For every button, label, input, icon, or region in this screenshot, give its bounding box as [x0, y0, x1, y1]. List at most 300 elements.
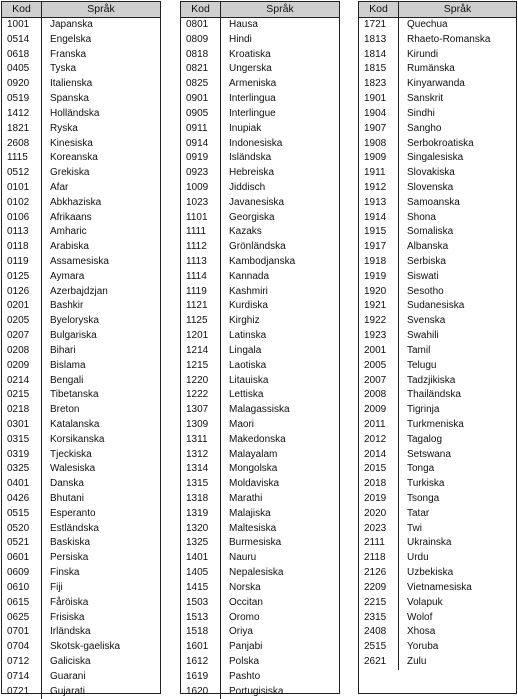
table-row	[359, 270, 516, 285]
table-row	[359, 418, 516, 433]
language-name-cell: Tjeckiska	[50, 448, 92, 460]
language-name-cell: Bashkir	[50, 300, 84, 312]
language-code-cell: 1918	[364, 256, 387, 267]
language-code-cell: 0625	[7, 611, 30, 623]
language-code-cell: 2015	[364, 463, 387, 475]
language-name-cell: Holländska	[50, 107, 100, 119]
language-name-cell: Albanska	[407, 241, 449, 253]
table-row	[359, 344, 516, 359]
language-code-cell: 2608	[7, 137, 30, 149]
language-code-cell: 1112	[186, 241, 207, 253]
language-code-cell: 2011	[364, 418, 386, 430]
language-code-cell: 2009	[364, 404, 387, 416]
language-name-cell: Somaliska	[407, 226, 454, 238]
language-code-cell: 0514	[7, 33, 30, 45]
table-row	[359, 655, 516, 670]
table-row	[359, 433, 516, 448]
language-name-cell: Indonesiska	[229, 137, 283, 149]
language-name-cell: Bulgariska	[50, 330, 97, 342]
language-code-cell: 1311	[186, 433, 208, 445]
language-code-cell: 1113	[186, 256, 207, 267]
language-code-table-3	[358, 1, 517, 694]
language-code-cell: 0208	[7, 344, 30, 356]
table-row	[2, 611, 160, 626]
table-row	[181, 403, 339, 418]
table-row	[2, 211, 160, 226]
language-name-cell: Sindhi	[407, 107, 435, 119]
language-code-cell: 2012	[364, 433, 387, 445]
language-code-cell: 0818	[186, 48, 209, 60]
language-code-cell: 1907	[364, 122, 387, 134]
language-name-cell: Tatar	[407, 507, 430, 519]
table-row	[181, 418, 339, 433]
language-code-cell: 0801	[186, 19, 209, 30]
table-row	[359, 329, 516, 344]
table-row	[2, 107, 160, 122]
table-row	[181, 477, 339, 492]
table-row	[181, 151, 339, 166]
table-row	[181, 581, 339, 596]
table-row	[359, 299, 516, 314]
language-column-header: Språk	[443, 3, 472, 15]
table-body	[2, 18, 160, 699]
language-name-cell: Kashmiri	[229, 285, 268, 297]
language-name-cell: Koreanska	[50, 152, 98, 164]
language-name-cell: Abkhaziska	[50, 196, 102, 208]
language-name-cell: Korsikanska	[50, 433, 105, 445]
language-name-cell: Swahili	[407, 330, 439, 342]
language-name-cell: Afar	[50, 181, 69, 193]
language-code-cell: 0426	[7, 493, 30, 504]
language-name-cell: Serbiska	[407, 256, 446, 267]
language-code-cell: 1923	[364, 330, 387, 342]
language-name-cell: Tsonga	[407, 493, 440, 504]
language-name-cell: Thailändska	[407, 389, 461, 401]
language-code-cell: 2215	[364, 596, 387, 608]
code-column-header: Kod	[181, 2, 221, 17]
language-name-cell: Burmesiska	[229, 537, 282, 549]
table-row	[2, 655, 160, 670]
language-code-table-1	[1, 1, 161, 697]
table-row	[359, 285, 516, 300]
table-row	[359, 166, 516, 181]
table-row	[2, 137, 160, 152]
language-code-cell: 1503	[186, 596, 209, 608]
table-row	[181, 62, 339, 77]
language-code-cell: 2621	[364, 655, 387, 667]
language-name-cell: Franska	[50, 48, 87, 60]
language-name-cell: Sudanesiska	[407, 300, 465, 312]
table-row	[181, 566, 339, 581]
table-row	[2, 329, 160, 344]
language-code-cell: 2005	[364, 359, 387, 371]
table-row	[359, 196, 516, 211]
language-name-cell: Shona	[407, 211, 436, 223]
language-code-cell: 1111	[186, 226, 207, 238]
table-row	[2, 344, 160, 359]
table-row	[2, 388, 160, 403]
language-name-cell: Armeniska	[229, 78, 277, 90]
table-body	[359, 18, 516, 670]
language-name-cell: Oromo	[229, 611, 260, 623]
language-code-cell: 0405	[7, 63, 30, 75]
table-row	[181, 536, 339, 551]
table-row	[359, 403, 516, 418]
language-column-header: Språk	[266, 3, 294, 15]
language-name-cell: Hebreiska	[229, 167, 275, 179]
language-code-table-2	[180, 1, 340, 697]
table-row	[359, 596, 516, 611]
language-name-cell: Turkmeniska	[407, 418, 464, 430]
language-code-cell: 1913	[364, 196, 387, 208]
table-row	[181, 507, 339, 522]
language-code-cell: 1904	[364, 107, 387, 119]
language-name-cell: Quechua	[407, 19, 448, 30]
language-name-cell: Byeloryska	[50, 315, 99, 327]
language-name-cell: Nepalesiska	[229, 567, 284, 579]
table-row	[181, 670, 339, 685]
table-row	[2, 418, 160, 433]
language-name-cell: Spanska	[50, 93, 89, 105]
language-code-cell: 2014	[364, 448, 387, 460]
language-name-cell: Urdu	[407, 552, 429, 564]
language-name-cell: Rumänska	[407, 63, 455, 75]
language-name-cell: Hindi	[229, 33, 252, 45]
table-row	[359, 462, 516, 477]
language-code-cell: 0714	[7, 670, 30, 682]
language-name-cell: Engelska	[50, 33, 92, 45]
table-row	[359, 314, 516, 329]
language-code-cell: 2315	[364, 611, 387, 623]
language-name-cell: Uzbekiska	[407, 567, 454, 579]
table-row	[181, 492, 339, 507]
table-row	[359, 107, 516, 122]
language-name-cell: Vietnamesiska	[407, 581, 472, 593]
language-code-cell: 1412	[7, 107, 30, 119]
table-row	[181, 107, 339, 122]
language-code-cell: 1215	[186, 359, 209, 371]
table-row	[359, 625, 516, 640]
language-name-cell: Malagassiska	[229, 404, 290, 416]
language-code-cell: 1821	[7, 122, 30, 134]
table-row	[2, 492, 160, 507]
table-header	[181, 2, 339, 18]
table-row	[359, 77, 516, 92]
table-row	[2, 299, 160, 314]
table-row	[181, 329, 339, 344]
language-name-cell: Fåröiska	[50, 596, 89, 608]
table-row	[181, 374, 339, 389]
language-name-cell: Oriya	[229, 626, 253, 638]
language-code-cell: 0325	[7, 463, 30, 475]
table-row	[2, 374, 160, 389]
language-name-cell: Mongolska	[229, 463, 278, 475]
language-code-cell: 0712	[7, 655, 30, 667]
language-name-cell: Laotiska	[229, 359, 267, 371]
language-code-cell: 1917	[364, 241, 387, 253]
table-row	[359, 151, 516, 166]
language-name-cell: Moldaviska	[229, 478, 280, 490]
table-row	[359, 566, 516, 581]
table-row	[181, 285, 339, 300]
language-code-cell: 0319	[7, 448, 30, 460]
table-row	[359, 551, 516, 566]
language-code-cell: 0125	[7, 270, 30, 282]
language-name-cell: Lingala	[229, 344, 262, 356]
language-code-cell: 0113	[7, 226, 29, 238]
table-row	[181, 388, 339, 403]
table-row	[359, 522, 516, 537]
language-code-cell: 0610	[7, 581, 30, 593]
language-code-cell: 0207	[7, 330, 30, 342]
table-row	[181, 611, 339, 626]
language-name-cell: Pashto	[229, 670, 261, 682]
table-row	[2, 314, 160, 329]
language-code-cell: 0920	[7, 78, 30, 90]
language-name-cell: Volapuk	[407, 596, 443, 608]
language-code-cell: 0102	[7, 196, 30, 208]
language-code-cell: 1922	[364, 315, 387, 327]
language-name-cell: Serbokroatiska	[407, 137, 474, 149]
language-code-cell: 1612	[186, 655, 209, 667]
table-row	[181, 551, 339, 566]
language-code-cell: 1312	[186, 448, 209, 460]
language-name-cell: Kurdiska	[229, 300, 268, 312]
table-row	[359, 492, 516, 507]
language-code-cell: 1001	[7, 19, 30, 30]
language-code-cell: 0301	[7, 418, 30, 430]
table-row	[181, 18, 339, 33]
table-row	[181, 625, 339, 640]
language-code-cell: 2515	[364, 641, 387, 653]
language-name-cell: Singalesiska	[407, 152, 464, 164]
language-name-cell: Tonga	[407, 463, 435, 475]
language-code-cell: 2018	[364, 478, 387, 490]
language-code-cell: 0911	[186, 122, 208, 134]
language-name-cell: Arabiska	[50, 241, 89, 253]
language-code-cell: 1114	[186, 270, 207, 282]
table-row	[2, 270, 160, 285]
language-name-cell: Ungerska	[229, 63, 272, 75]
language-code-cell: 2209	[364, 581, 387, 593]
language-code-cell: 2020	[364, 507, 387, 519]
language-name-cell: Guarani	[50, 670, 86, 682]
language-name-cell: Inupiak	[229, 122, 262, 134]
table-row	[2, 536, 160, 551]
table-row	[181, 685, 339, 699]
language-code-cell: 1222	[186, 389, 209, 401]
language-column-header: Språk	[87, 3, 115, 15]
language-name-cell: Ryska	[50, 122, 78, 134]
language-code-cell: 1214	[186, 344, 209, 356]
language-code-cell: 1915	[364, 226, 387, 238]
table-row	[2, 433, 160, 448]
table-row	[359, 536, 516, 551]
language-name-cell: Litauiska	[229, 374, 269, 386]
language-name-cell: Siswati	[407, 270, 439, 282]
table-row	[2, 522, 160, 537]
language-code-cell: 1119	[186, 285, 207, 297]
table-row	[359, 122, 516, 137]
language-code-cell: 1307	[186, 404, 209, 416]
language-name-cell: Bhutani	[50, 493, 84, 504]
language-name-cell: Rhaeto-Romanska	[407, 33, 491, 45]
table-row	[181, 655, 339, 670]
table-row	[2, 359, 160, 374]
language-code-cell: 0218	[7, 404, 30, 416]
table-row	[181, 225, 339, 240]
table-row	[359, 92, 516, 107]
language-code-cell: 0119	[7, 256, 29, 267]
table-row	[2, 640, 160, 655]
language-name-cell: Malajiska	[229, 507, 271, 519]
table-row	[181, 640, 339, 655]
language-code-cell: 1813	[364, 33, 387, 45]
table-row	[181, 255, 339, 270]
language-name-cell: Malayalam	[229, 448, 278, 460]
language-code-cell: 1319	[186, 507, 209, 519]
language-code-cell: 2111	[364, 537, 385, 549]
table-row	[359, 581, 516, 596]
table-row	[181, 181, 339, 196]
language-name-cell: Bislama	[50, 359, 86, 371]
table-row	[181, 314, 339, 329]
language-code-cell: 1318	[186, 493, 209, 504]
table-row	[181, 596, 339, 611]
language-name-cell: Interlingue	[229, 107, 276, 119]
language-code-cell: 0315	[7, 433, 30, 445]
language-name-cell: Portugisiska	[229, 685, 284, 697]
language-code-cell: 0905	[186, 107, 209, 119]
language-name-cell: Polska	[229, 655, 260, 667]
language-code-cell: 1220	[186, 374, 209, 386]
table-row	[181, 211, 339, 226]
table-row	[181, 33, 339, 48]
language-code-cell: 1009	[186, 181, 209, 193]
language-code-cell: 2019	[364, 493, 387, 504]
language-code-cell: 1920	[364, 285, 387, 297]
language-name-cell: Kannada	[229, 270, 270, 282]
language-code-cell: 0205	[7, 315, 30, 327]
table-row	[2, 77, 160, 92]
language-code-cell: 1823	[364, 78, 387, 90]
language-code-cell: 0201	[7, 300, 30, 312]
language-code-cell: 1309	[186, 418, 209, 430]
language-name-cell: Zulu	[407, 655, 427, 667]
table-row	[181, 448, 339, 463]
table-row	[181, 48, 339, 63]
language-name-cell: Tamil	[407, 344, 431, 356]
language-code-cell: 2008	[364, 389, 387, 401]
table-row	[181, 77, 339, 92]
language-code-cell: 0618	[7, 48, 30, 60]
language-code-cell: 2118	[364, 552, 386, 564]
table-row	[359, 18, 516, 33]
language-name-cell: Kinesiska	[50, 137, 93, 149]
table-row	[181, 166, 339, 181]
language-name-cell: Tigrinja	[407, 404, 440, 416]
language-name-cell: Kinyarwanda	[407, 78, 465, 90]
table-row	[359, 507, 516, 522]
language-name-cell: Svenska	[407, 315, 446, 327]
language-name-cell: Esperanto	[50, 507, 96, 519]
table-row	[2, 151, 160, 166]
table-row	[2, 225, 160, 240]
language-code-cell: 1601	[186, 641, 209, 653]
table-header	[359, 2, 516, 18]
table-row	[181, 137, 339, 152]
table-row	[181, 92, 339, 107]
table-row	[2, 448, 160, 463]
language-name-cell: Samoanska	[407, 196, 460, 208]
table-row	[2, 62, 160, 77]
language-code-cell: 1908	[364, 137, 387, 149]
language-name-cell: Xhosa	[407, 626, 436, 638]
language-name-cell: Tagalog	[407, 433, 443, 445]
language-name-cell: Marathi	[229, 493, 263, 504]
language-name-cell: Tyska	[50, 63, 77, 75]
table-row	[2, 166, 160, 181]
language-name-cell: Setswana	[407, 448, 451, 460]
table-row	[359, 48, 516, 63]
language-code-cell: 1115	[7, 152, 28, 164]
language-code-cell: 0615	[7, 596, 30, 608]
language-name-cell: Jiddisch	[229, 181, 266, 193]
table-body	[181, 18, 339, 699]
language-name-cell: Aymara	[50, 270, 85, 282]
table-row	[2, 685, 160, 699]
table-row	[181, 344, 339, 359]
language-code-cell: 1023	[186, 196, 209, 208]
language-code-cell: 0401	[7, 478, 30, 490]
language-code-cell: 1315	[186, 478, 209, 490]
language-code-cell: 0118	[7, 241, 29, 253]
table-row	[181, 522, 339, 537]
language-code-cell: 1901	[364, 93, 387, 105]
language-name-cell: Galiciska	[50, 655, 91, 667]
language-name-cell: Kambodjanska	[229, 256, 296, 267]
language-code-cell: 2408	[364, 626, 387, 638]
table-row	[359, 225, 516, 240]
language-name-cell: Panjabi	[229, 641, 263, 653]
language-code-cell: 0601	[7, 552, 30, 564]
language-name-cell: Italienska	[50, 78, 93, 90]
table-row	[2, 92, 160, 107]
language-code-cell: 1518	[186, 626, 209, 638]
table-row	[2, 33, 160, 48]
language-code-cell: 1919	[364, 270, 387, 282]
language-name-cell: Sanskrit	[407, 93, 444, 105]
language-code-cell: 0106	[7, 211, 30, 223]
language-code-cell: 2023	[364, 522, 387, 534]
language-name-cell: Katalanska	[50, 418, 100, 430]
language-code-cell: 1401	[186, 552, 209, 564]
language-code-cell: 1125	[186, 315, 208, 327]
language-name-cell: Turkiska	[407, 478, 445, 490]
language-name-cell: Assamesiska	[50, 256, 109, 267]
language-code-cell: 0214	[7, 374, 30, 386]
language-code-cell: 1914	[364, 211, 387, 223]
language-code-cell: 1325	[186, 537, 209, 549]
table-row	[2, 551, 160, 566]
table-row	[2, 181, 160, 196]
language-code-cell: 1912	[364, 181, 387, 193]
language-code-cell: 2007	[364, 374, 387, 386]
language-code-cell: 1909	[364, 152, 387, 164]
language-code-cell: 2001	[364, 344, 387, 356]
language-name-cell: Amharic	[50, 226, 87, 238]
table-row	[2, 122, 160, 137]
